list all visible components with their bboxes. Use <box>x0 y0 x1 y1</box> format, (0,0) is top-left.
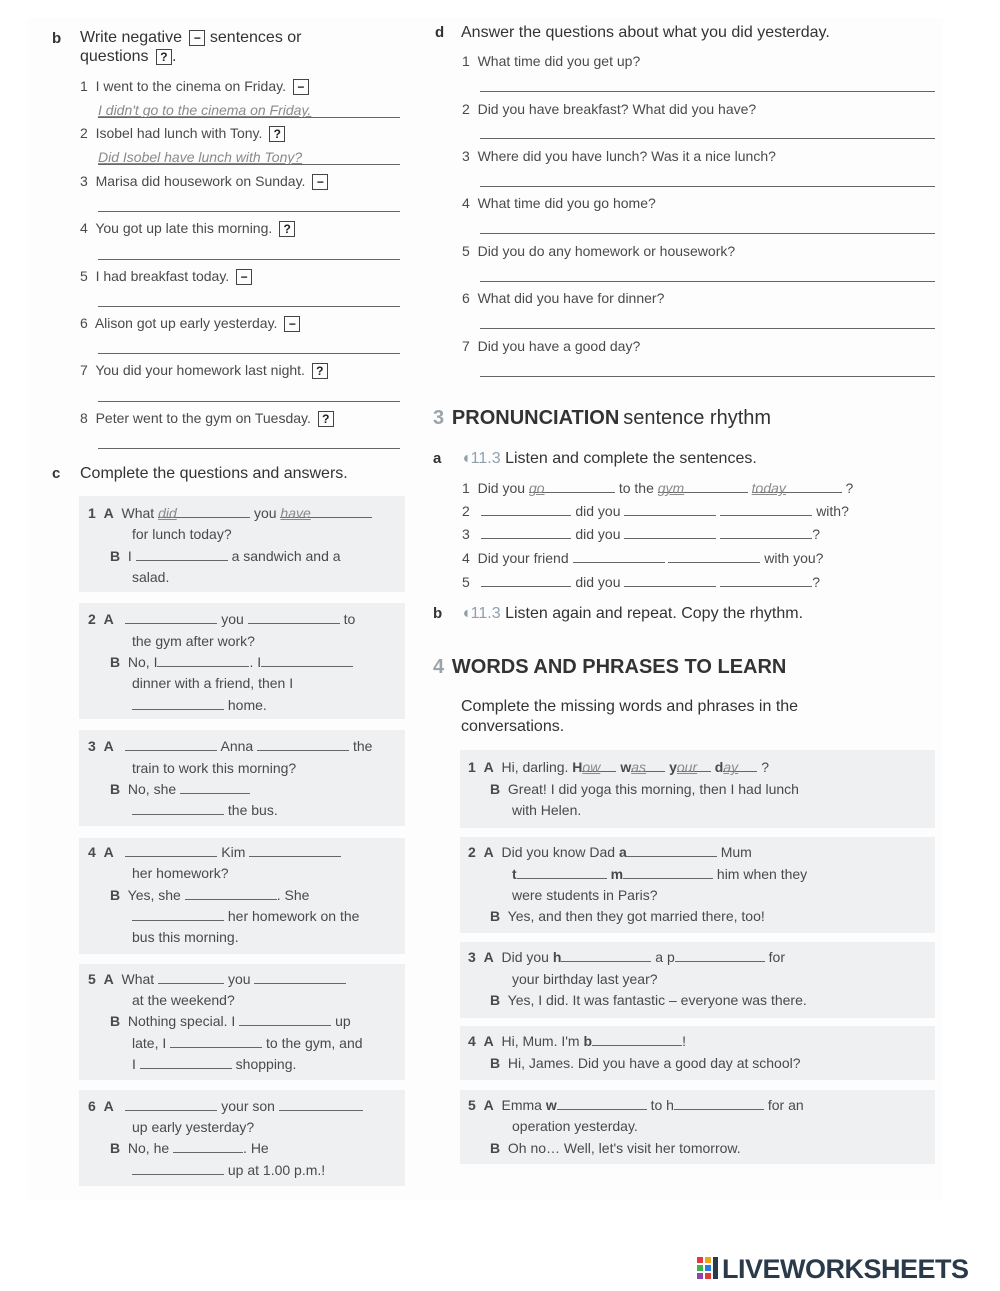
section-d-letter: d <box>435 24 445 41</box>
c-dialog-6-line4: up at 1.00 p.m.! <box>132 1161 325 1179</box>
b-item-3: 3 Marisa did housework on Sunday. − <box>80 172 328 190</box>
c-dialog-3-line3: B No, she <box>110 780 250 798</box>
c-dialog-3-line1: 3 A Anna the <box>88 738 373 754</box>
conv-5-line3: B Oh no… Well, let's visit her tomorrow. <box>490 1140 741 1156</box>
b-item-8: 8 Peter went to the gym on Tuesday. ? <box>80 409 334 427</box>
negative-box-icon: − <box>189 30 205 46</box>
section-3b-instruction: ◖11.3 Listen again and repeat. Copy the rhythm. <box>461 605 804 622</box>
d-answer-line-2[interactable] <box>480 138 935 139</box>
c-dialog-3-line2: train to work this morning? <box>132 760 297 776</box>
c-dialog-1-line3: B I a sandwich and a <box>110 548 341 564</box>
c-dialog-1-line1: 1 A What did you have <box>88 504 372 522</box>
section-c-title: Complete the questions and answers. <box>80 465 348 482</box>
b-answer-line-4[interactable] <box>98 259 400 260</box>
d-answer-line-5[interactable] <box>480 281 935 282</box>
d-answer-line-1[interactable] <box>480 91 935 92</box>
c-dialog-4-line3: B Yes, she . She <box>110 887 310 903</box>
conv-3-line3: B Yes, I did. It was fantastic – everyone was there. <box>490 992 807 1008</box>
b-item-1-answer: I didn't go to the cinema on Friday. <box>98 102 312 118</box>
c-dialog-4-line5: bus this morning. <box>132 929 239 945</box>
c-dialog-2-line2: the gym after work? <box>132 633 255 649</box>
section-3-heading: 3 PRONUNCIATION sentence rhythm <box>433 407 772 429</box>
conv-4-line2: B Hi, James. Did you have a good day at school? <box>490 1055 801 1071</box>
c-dialog-4-line2: her homework? <box>132 865 229 881</box>
conv-3-line1: 3 A Did you h a p for <box>468 949 785 965</box>
d-answer-line-3[interactable] <box>480 186 935 187</box>
d-item-2: 2 Did you have breakfast? What did you have? <box>462 101 757 117</box>
conv-2-line2: t m him when they <box>512 866 808 882</box>
conv-3-line2: your birthday last year? <box>512 971 658 987</box>
b-item-2-answer: Did Isobel have lunch with Tony? <box>98 149 303 165</box>
section-b-letter: b <box>52 30 62 47</box>
b-item-7: 7 You did your homework last night. ? <box>80 361 328 379</box>
section-b-title-line2: questions ? . <box>80 48 177 65</box>
c-dialog-6-line2: up early yesterday? <box>132 1119 255 1135</box>
b-item-5: 5 I had breakfast today. − <box>80 267 252 285</box>
b-answer-line-5[interactable] <box>98 306 400 307</box>
section-4-heading: 4 WORDS AND PHRASES TO LEARN <box>433 656 787 678</box>
d-item-3: 3 Where did you have lunch? Was it a nice lunch? <box>462 148 776 164</box>
conv-1-line2: B Great! I did yoga this morning, then I had lunch <box>490 781 799 797</box>
conv-1-line1: 1 A Hi, darling. How was your day ? <box>468 759 770 775</box>
c-dialog-2-line5: home. <box>132 696 267 714</box>
rhythm-row-5: 5 did you ? <box>462 574 821 590</box>
d-item-4: 4 What time did you go home? <box>462 195 656 211</box>
conv-5-line2: operation yesterday. <box>512 1118 638 1134</box>
c-dialog-2-line4: dinner with a friend, then I <box>132 675 294 691</box>
b-answer-line-8[interactable] <box>98 448 400 449</box>
d-answer-line-6[interactable] <box>480 328 935 329</box>
c-dialog-5-line5: I shopping. <box>132 1056 297 1072</box>
section-c-letter: c <box>52 465 61 482</box>
conv-2-line3: were students in Paris? <box>512 887 658 903</box>
section-4-intro-2: conversations. <box>461 718 565 735</box>
c-dialog-2-line1: 2 A you to <box>88 611 356 627</box>
b-answer-line-2[interactable] <box>98 164 400 165</box>
c-dialog-5-line2: at the weekend? <box>132 992 235 1008</box>
c-dialog-5-line4: late, I to the gym, and <box>132 1035 363 1051</box>
b-answer-line-6[interactable] <box>98 353 400 354</box>
conv-4-line1: 4 A Hi, Mum. I'm b ! <box>468 1033 686 1049</box>
conv-1-line3: with Helen. <box>512 802 582 818</box>
conv-2-line4: B Yes, and then they got married there, too! <box>490 908 765 924</box>
d-item-5: 5 Did you do any homework or housework? <box>462 243 736 259</box>
rhythm-row-2: 2 did you with? <box>462 503 849 519</box>
c-dialog-2-line3: B No, I . I <box>110 653 353 671</box>
d-item-1: 1 What time did you get up? <box>462 53 641 69</box>
c-dialog-4-line4: her homework on the <box>132 907 359 925</box>
rhythm-row-4: 4 Did your friend with you? <box>462 550 824 566</box>
b-answer-line-3[interactable] <box>98 211 400 212</box>
d-answer-line-7[interactable] <box>480 376 935 377</box>
section-3b-letter: b <box>433 605 443 622</box>
c-dialog-5-line3: B Nothing special. I up <box>110 1013 351 1029</box>
section-d-title: Answer the questions about what you did yesterday. <box>461 24 830 41</box>
d-item-6: 6 What did you have for dinner? <box>462 290 665 306</box>
section-3a-instruction: ◖11.3 Listen and complete the sentences. <box>461 450 757 467</box>
b-item-2: 2 Isobel had lunch with Tony. ? <box>80 124 285 142</box>
conv-2-line1: 2 A Did you know Dad a Mum <box>468 844 752 860</box>
liveworksheets-logo: LIVEWORKSHEETS <box>697 1254 969 1285</box>
conv-5-line1: 5 A Emma w to h for an <box>468 1097 804 1113</box>
section-4-intro: Complete the missing words and phrases in the <box>461 698 799 715</box>
section-3a-letter: a <box>433 450 442 467</box>
question-box-icon: ? <box>156 49 172 65</box>
audio-icon: ◖ <box>461 605 471 622</box>
c-dialog-6-line1: 6 A your son <box>88 1097 363 1115</box>
b-item-4: 4 You got up late this morning. ? <box>80 219 295 237</box>
c-dialog-1-line2: for lunch today? <box>132 526 232 542</box>
c-dialog-4-line1: 4 A Kim <box>88 843 341 861</box>
c-dialog-3-line4: the bus. <box>132 801 278 819</box>
logo-grid-icon <box>697 1257 719 1281</box>
rhythm-row-3: 3 did you ? <box>462 526 821 542</box>
d-answer-line-4[interactable] <box>480 233 935 234</box>
section-b-title: Write negative − sentences or <box>80 29 302 46</box>
b-answer-line-7[interactable] <box>98 401 400 402</box>
b-item-6: 6 Alison got up early yesterday. − <box>80 314 300 332</box>
b-answer-line-1[interactable] <box>98 117 400 118</box>
c-dialog-1-line4: salad. <box>132 569 170 585</box>
audio-icon: ◖ <box>461 450 471 467</box>
b-item-1: 1 I went to the cinema on Friday. − <box>80 77 309 95</box>
c-dialog-5-line1: 5 A What you <box>88 970 346 988</box>
rhythm-row-1: 1 Did you go to the gym today ? <box>462 480 854 496</box>
c-dialog-6-line3: B No, he . He <box>110 1140 269 1156</box>
d-item-7: 7 Did you have a good day? <box>462 338 641 354</box>
